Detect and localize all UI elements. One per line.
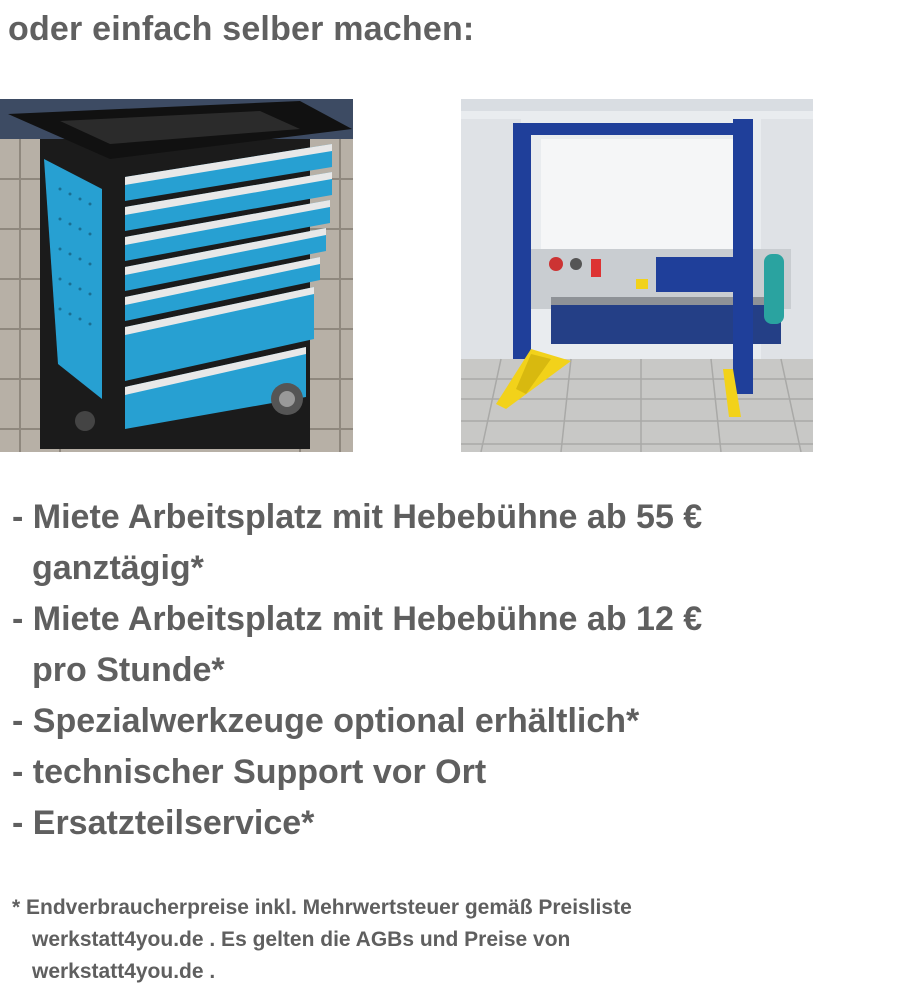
feature-item: - technischer Support vor Ort xyxy=(12,753,487,791)
feature-list xyxy=(12,492,892,849)
feature-item: - Miete Arbeitsplatz mit Hebebühne ab 55 € xyxy=(12,498,703,536)
feature-item-continuation: pro Stunde* xyxy=(32,651,225,689)
footnote-line: werkstatt4you.de . Es gelten die AGBs und Preise von xyxy=(32,928,571,951)
price-footnote xyxy=(12,892,872,988)
feature-item-continuation: ganztägig* xyxy=(32,549,204,587)
feature-item: - Miete Arbeitsplatz mit Hebebühne ab 12 € xyxy=(12,600,703,638)
footnote-line: * Endverbraucherpreise inkl. Mehrwertsteuer gemäß Preisliste xyxy=(12,896,632,919)
workshop-lift-photo xyxy=(461,99,813,452)
footnote-line: werkstatt4you.de . xyxy=(32,960,216,983)
tool-cabinet-photo xyxy=(0,99,353,452)
feature-item: - Spezialwerkzeuge optional erhältlich* xyxy=(12,702,640,740)
feature-item: - Ersatzteilservice* xyxy=(12,804,315,842)
page-heading: oder einfach selber machen: xyxy=(8,10,475,48)
